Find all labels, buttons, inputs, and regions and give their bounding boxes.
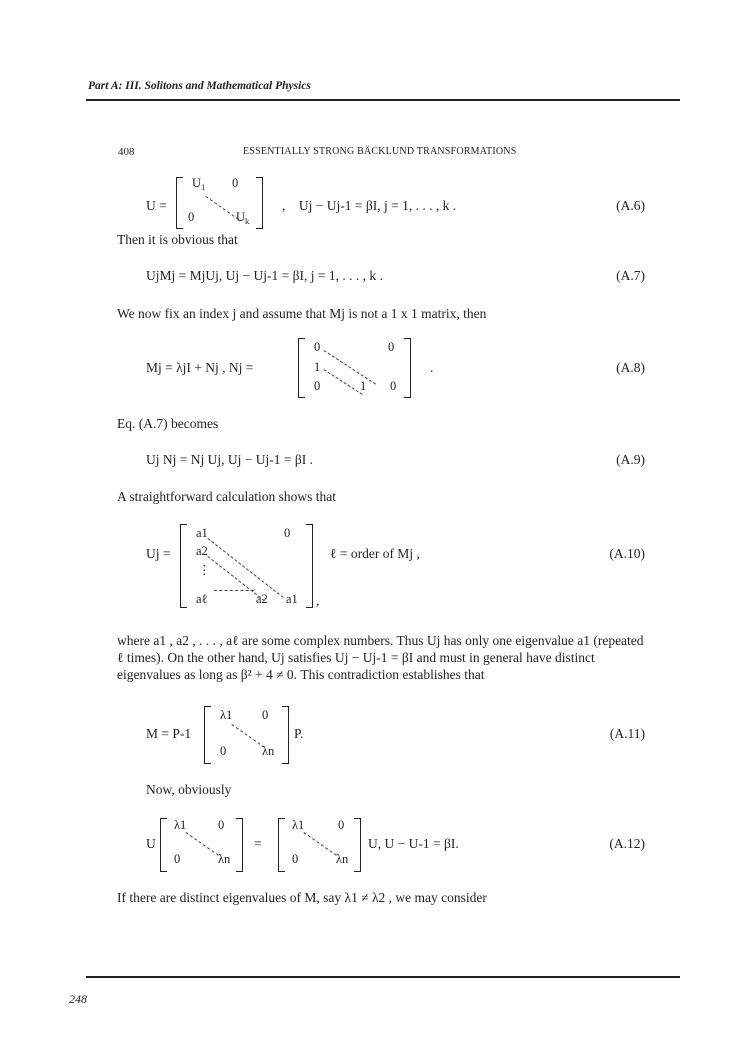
eq-a8-number: (A.8): [616, 360, 645, 375]
eq-a10-number: (A.10): [609, 546, 645, 561]
page-number: 408: [118, 146, 135, 158]
eq-a12-z-b2: 0: [292, 852, 299, 866]
eq-a12-left-bracket-2: [278, 818, 285, 872]
eq-a12-l1-a: λ1: [174, 818, 187, 832]
eq-a8-br: 0: [390, 379, 397, 393]
header-rule: [86, 99, 680, 101]
eq-a6-m11: $U_1$: [192, 176, 206, 193]
eq-a6-diagonal: [205, 196, 238, 220]
eq-a10-comma: ,: [316, 593, 320, 608]
eq-a12-left-bracket-1: [160, 818, 167, 872]
eq-a12-number: (A.12): [609, 836, 645, 851]
eq-a11-z1: 0: [262, 708, 269, 722]
eq-a12-z-a1: 0: [218, 818, 225, 832]
para-4: A straightforward calculation shows that: [117, 489, 336, 504]
chapter-title: ESSENTIALLY STRONG BÄCKLUND TRANSFORMATIONS: [243, 146, 517, 157]
eq-a9-number: (A.9): [616, 452, 645, 467]
eq-a12-ln-b: λn: [336, 852, 349, 866]
eq-a12-rhs: U, U − U-1 = βI.: [368, 836, 459, 851]
eq-a8-superdiagonal: [323, 350, 376, 385]
para-2: We now fix an index j and assume that Mj is not a 1 x 1 matrix, then: [117, 306, 487, 321]
eq-a10-rhs: ℓ = order of Mj ,: [330, 546, 420, 561]
eq-a12-z-a2: 0: [174, 852, 181, 866]
para-1: Then it is obvious that: [117, 232, 238, 247]
eq-a8-period: .: [430, 360, 434, 375]
eq-a6-m22: $U_k$: [236, 210, 250, 227]
para-6: Now, obviously: [146, 782, 232, 797]
eq-a10-zero: 0: [284, 526, 291, 540]
eq-a6-m12: 0: [232, 176, 239, 190]
eq-a6-lhs: U =: [146, 198, 167, 213]
eq-a11-left-bracket: [204, 706, 211, 764]
eq-a12-right-bracket-2: [354, 818, 361, 872]
eq-a12-z-b1: 0: [338, 818, 345, 832]
eq-a12-lhs: U: [146, 836, 156, 851]
eq-a11-rhs: P.: [294, 726, 304, 741]
eq-a10-b2: a2: [256, 592, 268, 606]
eq-a6-left-bracket: [176, 177, 183, 229]
eq-a10-right-bracket: [306, 524, 313, 608]
eq-a11-right-bracket: [282, 706, 289, 764]
eq-a10-al: aℓ: [196, 592, 208, 606]
eq-a10-sub-diagonal: [207, 556, 264, 601]
eq-a10-main-diagonal: [207, 538, 283, 598]
eq-a10-bottom-dashes: [214, 590, 254, 591]
eq-a11-l1: λ1: [220, 708, 233, 722]
eq-a8-ml: 1: [314, 360, 321, 374]
eq-a10-a1: a1: [196, 526, 208, 540]
eq-a10-left-bracket: [180, 524, 187, 608]
para-3: Eq. (A.7) becomes: [117, 416, 219, 431]
eq-a11-z2: 0: [220, 744, 227, 758]
running-head: Part A: III. Solitons and Mathematical Physics: [88, 80, 311, 92]
eq-a10-vdots: ⋮: [198, 563, 211, 577]
eq-a8-lhs: Mj = λjI + Nj , Nj =: [146, 360, 254, 375]
eq-a6-relation: , Uj − Uj-1 = βI, j = 1, . . . , k .: [282, 198, 457, 213]
eq-a6-right-bracket: [256, 177, 263, 229]
eq-a12-l1-b: λ1: [292, 818, 305, 832]
eq-a10-lhs: Uj =: [146, 546, 171, 561]
para-5: where a1 , a2 , . . . , aℓ are some complex numbers. Thus Uj has only one eigenvalue a1 (repeated ℓ times). On the other hand, Uj satisfies Uj − Uj-1 = βI and must in general have distinct eigenvalues as long as β² + 4 ≠ 0. This contradiction establishes that: [117, 633, 644, 682]
eq-a11-lhs: M = P-1: [146, 726, 192, 741]
footer-rule: [86, 976, 680, 978]
eq-a9: Uj Nj = Nj Uj, Uj − Uj-1 = βI .: [146, 452, 313, 467]
eq-a8-tl: 0: [314, 340, 321, 354]
eq-a12-diagonal-1: [185, 832, 218, 856]
eq-a8-left-bracket: [298, 338, 305, 398]
eq-a11-ln: λn: [262, 744, 275, 758]
eq-a8-tr: 0: [388, 340, 395, 354]
eq-a10-a2: a2: [196, 544, 208, 558]
eq-a10-b1: a1: [286, 592, 298, 606]
eq-a12-diagonal-2: [303, 832, 336, 856]
eq-a6-number: (A.6): [616, 198, 645, 213]
eq-a6-m21: 0: [188, 210, 195, 224]
eq-a7: UjMj = MjUj, Uj − Uj-1 = βI, j = 1, . . . , k .: [146, 268, 383, 283]
eq-a12-equals: =: [254, 836, 262, 851]
eq-a8-bl: 0: [314, 379, 321, 393]
eq-a12-ln-a: λn: [218, 852, 231, 866]
eq-a8-right-bracket: [404, 338, 411, 398]
eq-a11-diagonal: [231, 724, 264, 748]
eq-a12-right-bracket-1: [236, 818, 243, 872]
eq-a8-b1: 1: [360, 379, 367, 393]
footer-page-number: 248: [69, 992, 87, 1006]
eq-a7-number: (A.7): [616, 268, 645, 283]
eq-a11-number: (A.11): [609, 726, 645, 741]
para-7: If there are distinct eigenvalues of M, say λ1 ≠ λ2 , we may consider: [117, 890, 487, 905]
